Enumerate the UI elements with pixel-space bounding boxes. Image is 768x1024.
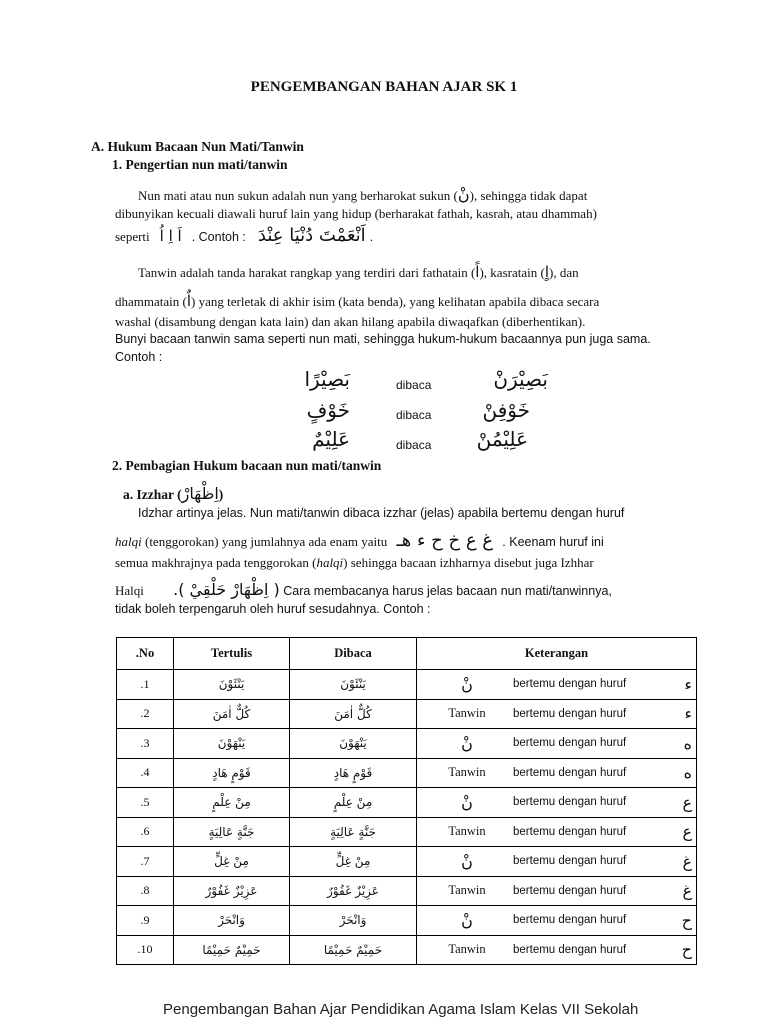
halqi-letters: غ ع خ ح ء هـ bbox=[396, 530, 494, 551]
izzhar-heading: a. Izzhar (اِظْهَارْ) bbox=[123, 484, 224, 503]
para2-line2: dhammatain (اٌ) yang terletak di akhir isim (kata benda), yang kelihatan apabila dibaca secara bbox=[115, 292, 600, 310]
contoh-arabic-words: اَنْعَمْتَ دُنْيَا عِنْدَ bbox=[257, 225, 366, 246]
example-read: عَلِيْمُنْ bbox=[476, 427, 528, 451]
table-row: .1 يَنْئَوْنَ يَنْئَوْنَ نْ bertemu dengan huruf ء bbox=[117, 670, 697, 700]
izzhar-arabic: اِظْهَارْ bbox=[181, 484, 219, 503]
dhammatain-symbol: اٌ bbox=[186, 292, 192, 310]
table-row: .5 مِنْ عِلْمٍ مِنْ عِلْمٍ نْ bertemu dengan huruf ع bbox=[117, 788, 697, 818]
example-written: عَلِيْمٌ bbox=[312, 427, 350, 451]
header-tertulis: Tertulis bbox=[174, 638, 290, 670]
izzhar-examples-table bbox=[116, 637, 697, 965]
example-written: بَصِيْرًا bbox=[304, 367, 350, 391]
izzhar-line1: Idzhar artinya jelas. Nun mati/tanwin dibaca izzhar (jelas) apabila bertemu dengan huruf bbox=[138, 506, 625, 520]
table-row: .2 كُلٌّ اٰمَنَ كُلٌّ اٰمَنَ Tanwin bertemu dengan huruf ء bbox=[117, 699, 697, 729]
para2-line1: Tanwin adalah tanda harakat rangkap yang terdiri dari fathatain (اً), kasratain (اٍ), dan bbox=[138, 263, 579, 281]
fathatain-symbol: اً bbox=[475, 263, 480, 281]
table-row: .6 جَنَّةٍ عَالِيَةٍ جَنَّةٍ عَالِيَةٍ Tanwin bertemu dengan huruf ع bbox=[117, 817, 697, 847]
para1-line2: dibunyikan kecuali diawali huruf lain yang hidup (berharakat fathah, kasrah, atau dhammah) bbox=[115, 206, 597, 221]
header-no: .No bbox=[117, 638, 174, 670]
header-dibaca: Dibaca bbox=[290, 638, 417, 670]
izzhar-line5: tidak boleh terpengaruh oleh huruf sesudahnya. Contoh : bbox=[115, 602, 431, 616]
table-header-row bbox=[117, 638, 697, 670]
table-row: .9 وَانْحَرْ وَانْحَرْ نْ bertemu dengan huruf ح bbox=[117, 906, 697, 936]
para1-line1: Nun mati atau nun sukun adalah nun yang berharokat sukun (نْ), sehingga tidak dapat bbox=[138, 185, 588, 204]
para1-line3: seperti اَ اِ اُ . Contoh : اَنْعَمْتَ دُنْيَا عِنْدَ . bbox=[115, 225, 373, 246]
izzhar-line4: Halqi ( اِظْهَارْ حَلْقِيْ ). Cara membacanya harus jelas bacaan nun mati/tanwinnya, bbox=[115, 580, 612, 599]
section-a-heading: A. Hukum Bacaan Nun Mati/Tanwin bbox=[91, 139, 304, 154]
example-written: خَوْفٍ bbox=[306, 398, 350, 422]
page-footer: Pengembangan Bahan Ajar Pendidikan Agama Islam Kelas VII Sekolah bbox=[163, 1001, 639, 1018]
table-row: .4 قَوْمٍ هَادٍ قَوْمٍ هَادٍ Tanwin bertemu dengan huruf ه bbox=[117, 758, 697, 788]
subsection-2-heading: 2. Pembagian Hukum bacaan nun mati/tanwin bbox=[112, 458, 382, 473]
izzhar-line3: semua makhrajnya pada tenggorokan (halqi) sehingga bacaan izhharnya disebut juga Izhhar bbox=[115, 555, 594, 570]
izzhar-halqi-arabic: ( اِظْهَارْ حَلْقِيْ ). bbox=[173, 580, 280, 599]
para2-line3: washal (disambung dengan kata lain) dan akan hilang apabila diwaqafkan (diberhentikan). bbox=[115, 314, 586, 329]
example-read: خَوْفِنْ bbox=[482, 398, 530, 422]
table-row: .8 عَزِيْزٌ غَفُوْرٌ عَزِيْزٌ غَفُوْرٌ Tanwin bertemu dengan huruf غ bbox=[117, 876, 697, 906]
example-dibaca-label: dibaca bbox=[396, 438, 432, 452]
example-dibaca-label: dibaca bbox=[396, 408, 432, 422]
para2-line4: Bunyi bacaan tanwin sama seperti nun mati, sehingga hukum-hukum bacaannya pun juga sama. bbox=[115, 332, 651, 346]
table-row: .3 يَنْهَوْنَ يَنْهَوْنَ نْ bertemu dengan huruf ه bbox=[117, 729, 697, 759]
subsection-1-heading: 1. Pengertian nun mati/tanwin bbox=[112, 157, 288, 172]
example-read: بَصِيْرَنْ bbox=[493, 367, 548, 391]
alif-harakat-symbols: اَ اِ اُ bbox=[159, 227, 182, 245]
example-dibaca-label: dibaca bbox=[396, 378, 432, 392]
header-keterangan: Keterangan bbox=[417, 638, 697, 670]
table-row: .10 حَمِيْمٌ حَمِيْمًا حَمِيْمٌ حَمِيْمًا Tanwin bertemu dengan huruf ح bbox=[117, 935, 697, 965]
page-title: PENGEMBANGAN BAHAN AJAR SK 1 bbox=[250, 79, 518, 95]
kasratain-symbol: اٍ bbox=[544, 263, 549, 281]
table-row: .7 مِنْ غِلٍّ مِنْ غِلٍّ نْ bertemu dengan huruf غ bbox=[117, 847, 697, 877]
izzhar-line2: halqi (tenggorokan) yang jumlahnya ada enam yaitu غ ع خ ح ء هـ . Keenam huruf ini bbox=[115, 530, 604, 551]
nun-sukun-symbol: نْ bbox=[457, 185, 470, 204]
para2-line5: Contoh : bbox=[115, 350, 163, 364]
